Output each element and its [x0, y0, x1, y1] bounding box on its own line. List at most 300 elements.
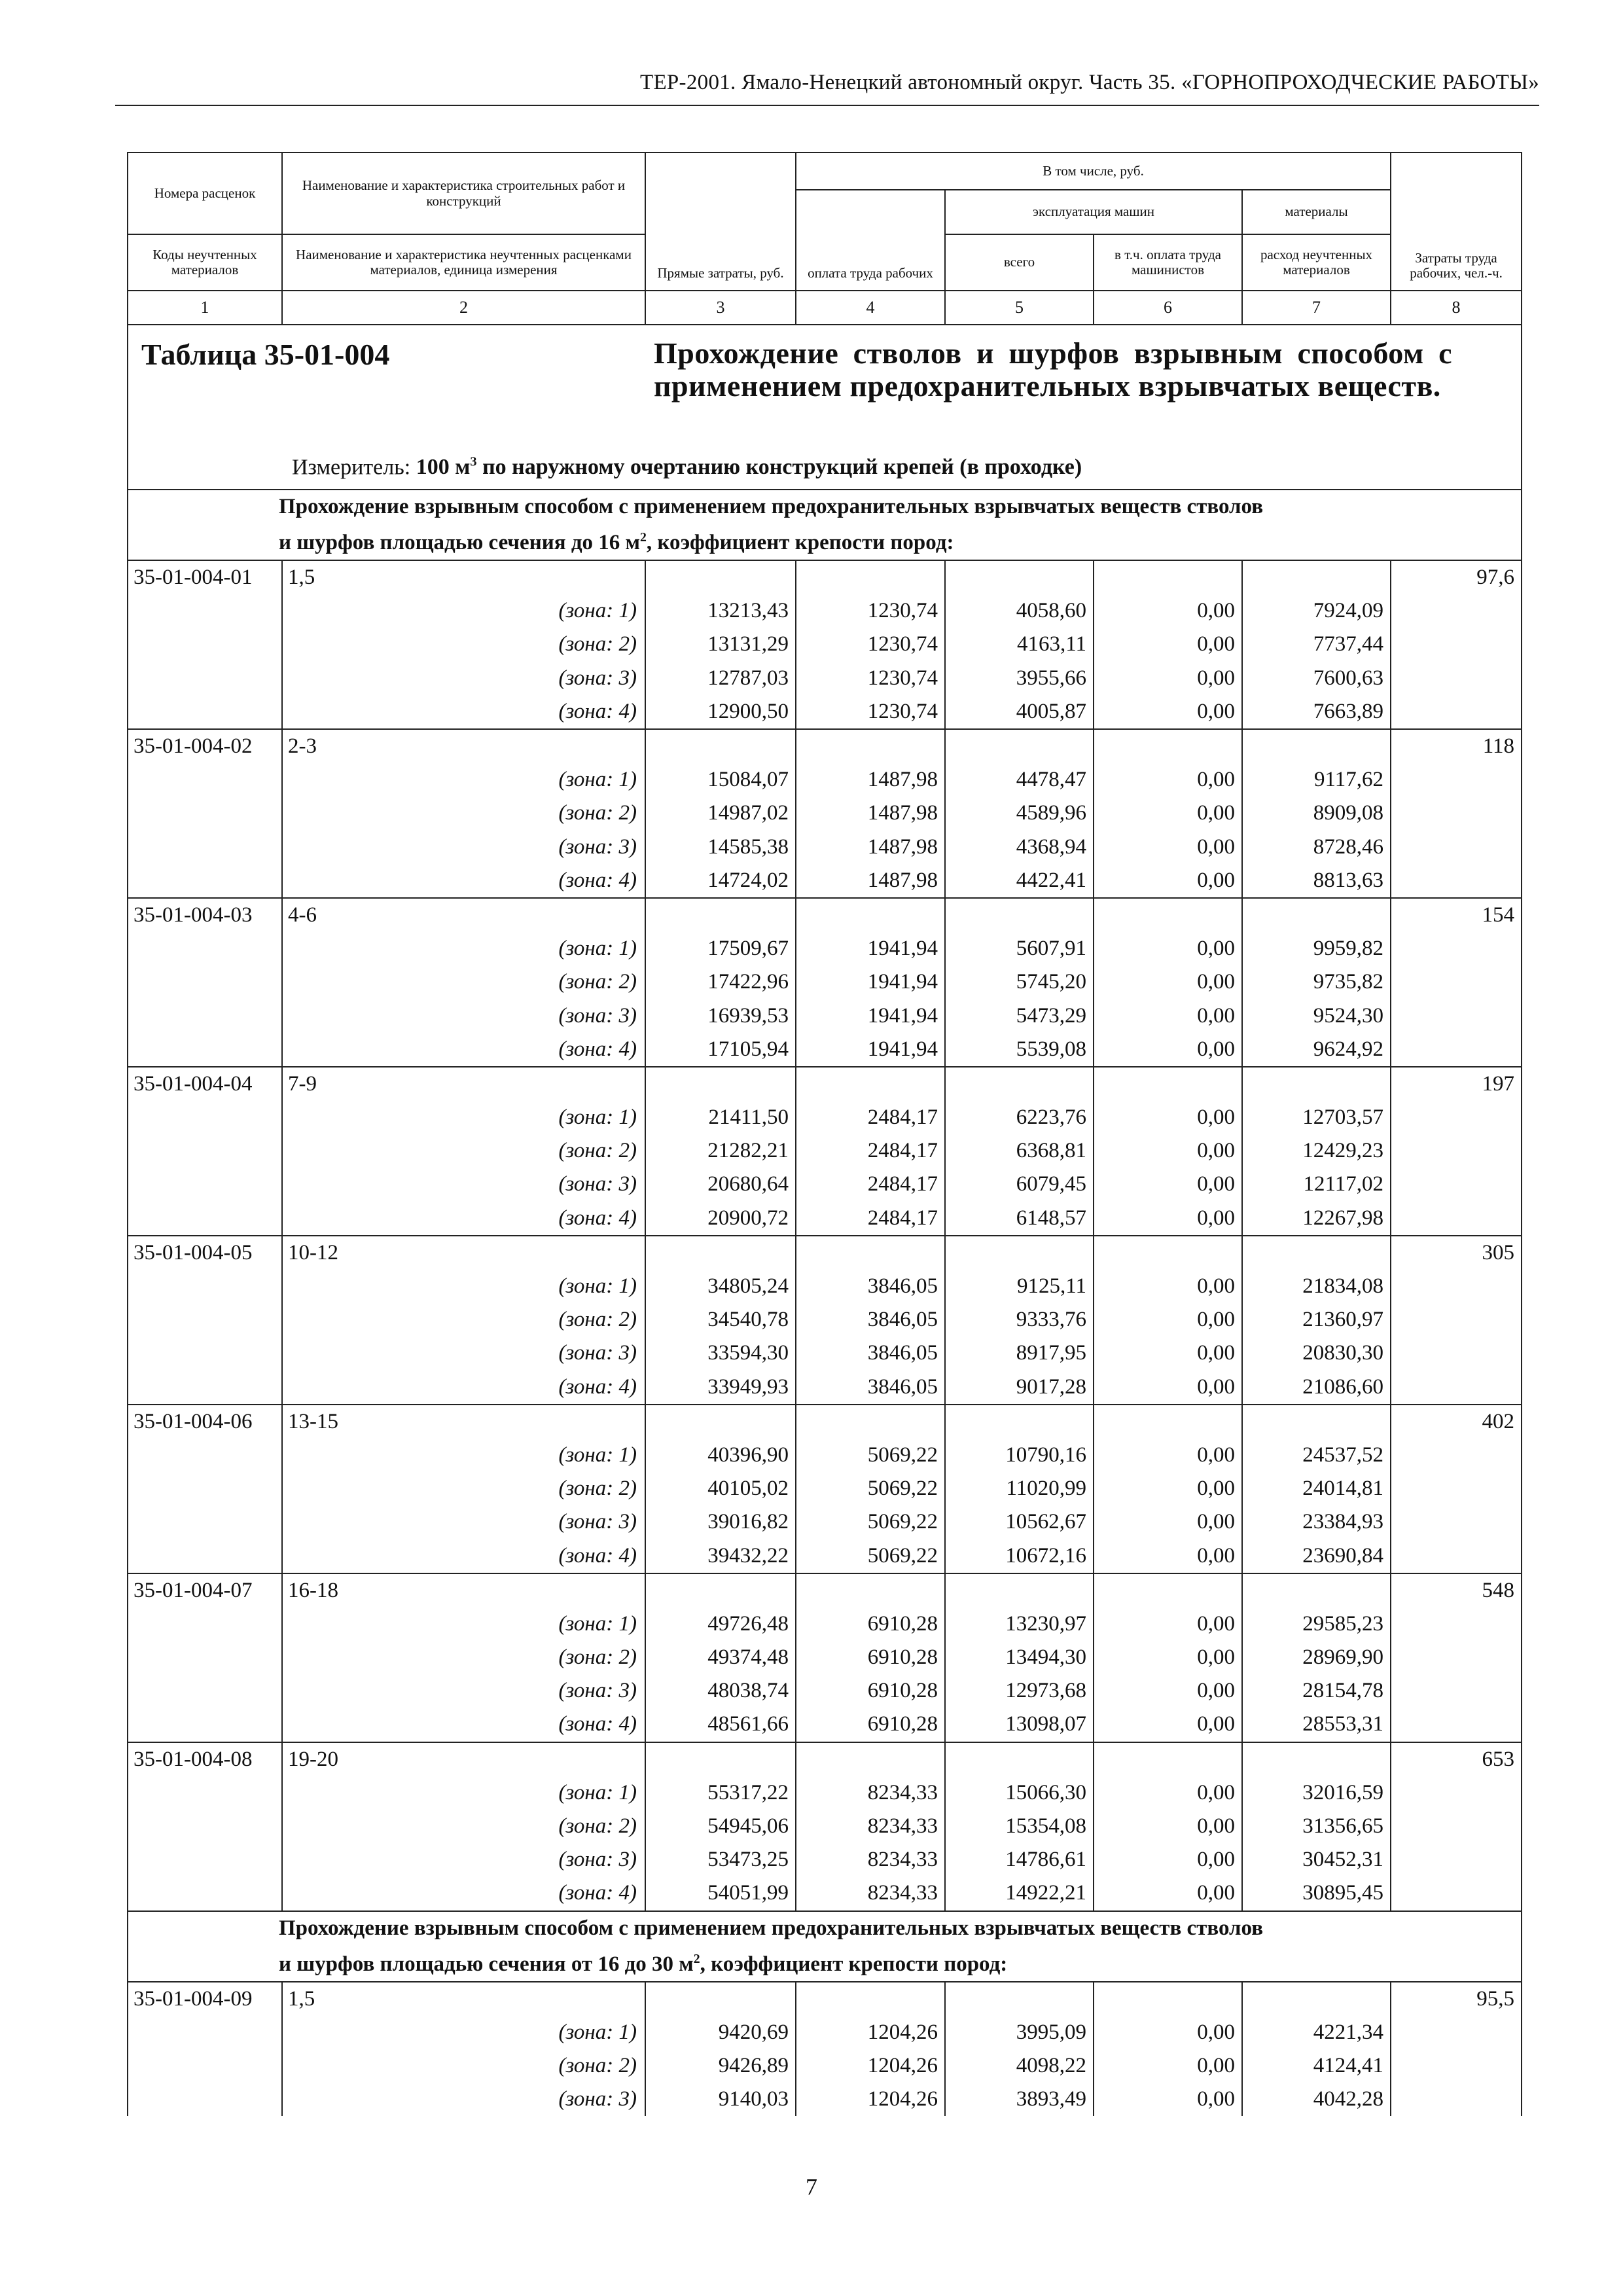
operator-wage: 0,00	[1094, 1843, 1242, 1876]
materials-cost: 32016,59	[1242, 1776, 1391, 1810]
worker-wage: 5069,22	[796, 1439, 945, 1472]
materials-cost: 20830,30	[1242, 1336, 1391, 1370]
materials-cost: 28154,78	[1242, 1674, 1391, 1708]
worker-wage: 1487,98	[796, 797, 945, 830]
empty-cell	[128, 1270, 282, 1303]
operator-wage: 0,00	[1094, 797, 1242, 830]
empty-cell	[128, 1607, 282, 1641]
machine-cost: 9017,28	[945, 1371, 1094, 1405]
zone-label: (зона: 4)	[282, 1202, 645, 1236]
zone-row	[128, 864, 1522, 898]
machine-cost: 15354,08	[945, 1810, 1094, 1843]
worker-wage: 3846,05	[796, 1303, 945, 1336]
operator-wage: 0,00	[1094, 932, 1242, 965]
zone-row	[128, 1641, 1522, 1674]
empty-cell	[1391, 1371, 1522, 1405]
empty-cell	[1391, 662, 1522, 695]
labor-cost: 402	[1391, 1405, 1522, 1439]
empty-cell	[128, 1472, 282, 1505]
worker-wage: 8234,33	[796, 1843, 945, 1876]
rate-code-row	[128, 898, 1522, 932]
operator-wage: 0,00	[1094, 864, 1242, 898]
empty-cell	[1391, 965, 1522, 999]
machine-cost: 8917,95	[945, 1336, 1094, 1370]
machine-cost: 4422,41	[945, 864, 1094, 898]
rate-code: 35-01-004-06	[128, 1405, 282, 1439]
materials-cost: 29585,23	[1242, 1607, 1391, 1641]
empty-cell	[1242, 1742, 1391, 1776]
header-col3: Прямые затраты, руб.	[645, 152, 796, 291]
machine-cost: 9333,76	[945, 1303, 1094, 1336]
operator-wage: 0,00	[1094, 1810, 1242, 1843]
table-meter	[292, 455, 1082, 480]
meter-prefix: Измеритель:	[292, 455, 416, 480]
zone-row	[128, 2049, 1522, 2083]
zone-label: (зона: 3)	[282, 1168, 645, 1201]
machine-cost: 6079,45	[945, 1168, 1094, 1201]
zone-row	[128, 1202, 1522, 1236]
direct-cost: 16939,53	[645, 999, 796, 1032]
materials-cost: 12117,02	[1242, 1168, 1391, 1201]
materials-cost: 12267,98	[1242, 1202, 1391, 1236]
zone-row	[128, 1674, 1522, 1708]
header-col2-bottom: Наименование и характеристика неучтенных расценками материалов, единица измерения	[282, 234, 645, 291]
empty-cell	[1391, 1843, 1522, 1876]
empty-cell	[1094, 1742, 1242, 1776]
zone-label: (зона: 2)	[282, 1134, 645, 1168]
machine-cost: 5539,08	[945, 1033, 1094, 1067]
rate-name: 19-20	[282, 1742, 645, 1776]
column-number: 7	[1242, 291, 1391, 325]
materials-cost: 8728,46	[1242, 831, 1391, 864]
empty-cell	[128, 1168, 282, 1201]
empty-cell	[128, 2049, 282, 2083]
worker-wage: 6910,28	[796, 1708, 945, 1742]
empty-cell	[796, 560, 945, 594]
direct-cost: 17509,67	[645, 932, 796, 965]
header-materials: материалы	[1242, 190, 1391, 234]
zone-row	[128, 1539, 1522, 1573]
empty-cell	[945, 560, 1094, 594]
rate-code: 35-01-004-07	[128, 1573, 282, 1607]
empty-cell	[128, 1641, 282, 1674]
empty-cell	[645, 729, 796, 763]
rate-code: 35-01-004-02	[128, 729, 282, 763]
worker-wage: 1941,94	[796, 1033, 945, 1067]
empty-cell	[645, 1742, 796, 1776]
empty-cell	[1094, 1982, 1242, 2016]
materials-cost: 9117,62	[1242, 763, 1391, 797]
zone-row	[128, 1336, 1522, 1370]
materials-cost: 8909,08	[1242, 797, 1391, 830]
rate-code-row	[128, 729, 1522, 763]
header-rule	[115, 105, 1539, 106]
empty-cell	[1094, 1573, 1242, 1607]
operator-wage: 0,00	[1094, 2049, 1242, 2083]
header-col2-top: Наименование и характеристика строительных работ и конструкций	[282, 152, 645, 234]
empty-cell	[1391, 1033, 1522, 1067]
materials-cost: 30895,45	[1242, 1876, 1391, 1910]
machine-cost: 9125,11	[945, 1270, 1094, 1303]
zone-row	[128, 594, 1522, 628]
meter-sup: 3	[470, 455, 477, 469]
empty-cell	[645, 1067, 796, 1101]
machine-cost: 6223,76	[945, 1101, 1094, 1134]
machine-cost: 4478,47	[945, 763, 1094, 797]
rate-code: 35-01-004-01	[128, 560, 282, 594]
empty-cell	[1391, 831, 1522, 864]
rate-code-row	[128, 1405, 1522, 1439]
materials-cost: 4221,34	[1242, 2016, 1391, 2049]
rate-code: 35-01-004-09	[128, 1982, 282, 2016]
operator-wage: 0,00	[1094, 1674, 1242, 1708]
zone-row	[128, 1810, 1522, 1843]
rates-table-frame	[127, 152, 1521, 2116]
empty-cell	[1391, 797, 1522, 830]
operator-wage: 0,00	[1094, 999, 1242, 1032]
materials-cost: 9959,82	[1242, 932, 1391, 965]
meter-value: 100 м	[416, 455, 471, 480]
direct-cost: 13213,43	[645, 594, 796, 628]
header-col7: расход неучтенных материалов	[1242, 234, 1391, 291]
materials-cost: 24014,81	[1242, 1472, 1391, 1505]
materials-cost: 23690,84	[1242, 1539, 1391, 1573]
empty-cell	[1391, 1472, 1522, 1505]
empty-cell	[1391, 1776, 1522, 1810]
zone-label: (зона: 3)	[282, 1843, 645, 1876]
empty-cell	[945, 1573, 1094, 1607]
materials-cost: 28969,90	[1242, 1641, 1391, 1674]
labor-cost: 154	[1391, 898, 1522, 932]
empty-cell	[1094, 1405, 1242, 1439]
machine-cost: 4368,94	[945, 831, 1094, 864]
machine-cost: 14786,61	[945, 1843, 1094, 1876]
zone-label: (зона: 1)	[282, 2016, 645, 2049]
section-line2-post: , коэффициент крепости пород:	[646, 531, 954, 554]
materials-cost: 12429,23	[1242, 1134, 1391, 1168]
zone-label: (зона: 1)	[282, 1776, 645, 1810]
materials-cost: 28553,31	[1242, 1708, 1391, 1742]
header-group-label: В том числе, руб.	[796, 152, 1391, 190]
machine-cost: 3893,49	[945, 2083, 1094, 2116]
empty-cell	[1094, 1236, 1242, 1270]
operator-wage: 0,00	[1094, 1336, 1242, 1370]
zone-row	[128, 999, 1522, 1032]
empty-cell	[128, 1708, 282, 1742]
empty-cell	[945, 898, 1094, 932]
operator-wage: 0,00	[1094, 1607, 1242, 1641]
zone-label: (зона: 4)	[282, 1371, 645, 1405]
zone-label: (зона: 1)	[282, 594, 645, 628]
empty-cell	[1242, 1982, 1391, 2016]
empty-cell	[796, 1067, 945, 1101]
operator-wage: 0,00	[1094, 628, 1242, 661]
direct-cost: 55317,22	[645, 1776, 796, 1810]
empty-cell	[1242, 1236, 1391, 1270]
worker-wage: 1487,98	[796, 763, 945, 797]
zone-label: (зона: 3)	[282, 1336, 645, 1370]
zone-label: (зона: 2)	[282, 1810, 645, 1843]
column-number: 2	[282, 291, 645, 325]
empty-cell	[128, 763, 282, 797]
machine-cost: 12973,68	[945, 1674, 1094, 1708]
column-number: 4	[796, 291, 945, 325]
zone-row	[128, 932, 1522, 965]
worker-wage: 3846,05	[796, 1371, 945, 1405]
zone-label: (зона: 3)	[282, 2083, 645, 2116]
zone-label: (зона: 2)	[282, 628, 645, 661]
empty-cell	[1391, 695, 1522, 729]
empty-cell	[128, 999, 282, 1032]
worker-wage: 3846,05	[796, 1336, 945, 1370]
zone-label: (зона: 4)	[282, 1539, 645, 1573]
header-col6: в т.ч. оплата труда машинистов	[1094, 234, 1242, 291]
direct-cost: 33594,30	[645, 1336, 796, 1370]
empty-cell	[128, 1674, 282, 1708]
operator-wage: 0,00	[1094, 1708, 1242, 1742]
direct-cost: 48038,74	[645, 1674, 796, 1708]
empty-cell	[1391, 1439, 1522, 1472]
rate-code-row	[128, 1982, 1522, 2016]
operator-wage: 0,00	[1094, 1033, 1242, 1067]
empty-cell	[1094, 898, 1242, 932]
rate-name: 2-3	[282, 729, 645, 763]
materials-cost: 9735,82	[1242, 965, 1391, 999]
machine-cost: 3995,09	[945, 2016, 1094, 2049]
section-line2: и шурфов площадью сечения до 16 м	[279, 531, 640, 554]
section-heading-row	[128, 1911, 1522, 1982]
direct-cost: 17105,94	[645, 1033, 796, 1067]
header-col1-top: Номера расценок	[128, 152, 282, 234]
machine-cost: 13098,07	[945, 1708, 1094, 1742]
empty-cell	[1094, 729, 1242, 763]
direct-cost: 20900,72	[645, 1202, 796, 1236]
rate-code: 35-01-004-05	[128, 1236, 282, 1270]
empty-cell	[1391, 999, 1522, 1032]
direct-cost: 14724,02	[645, 864, 796, 898]
section-heading-row	[128, 490, 1522, 560]
empty-cell	[128, 831, 282, 864]
empty-cell	[1391, 1505, 1522, 1539]
materials-cost: 21086,60	[1242, 1371, 1391, 1405]
empty-cell	[128, 1101, 282, 1134]
worker-wage: 1230,74	[796, 628, 945, 661]
direct-cost: 40105,02	[645, 1472, 796, 1505]
rate-name: 1,5	[282, 560, 645, 594]
empty-cell	[128, 1033, 282, 1067]
empty-cell	[796, 1236, 945, 1270]
materials-cost: 9624,92	[1242, 1033, 1391, 1067]
rate-code-row	[128, 1236, 1522, 1270]
column-numbers	[128, 291, 1522, 325]
operator-wage: 0,00	[1094, 965, 1242, 999]
empty-cell	[1391, 628, 1522, 661]
empty-cell	[128, 1303, 282, 1336]
empty-cell	[645, 898, 796, 932]
direct-cost: 17422,96	[645, 965, 796, 999]
column-number: 3	[645, 291, 796, 325]
machine-cost: 5745,20	[945, 965, 1094, 999]
empty-cell	[1391, 1303, 1522, 1336]
direct-cost: 54945,06	[645, 1810, 796, 1843]
direct-cost: 9420,69	[645, 2016, 796, 2049]
empty-cell	[1391, 1607, 1522, 1641]
machine-cost: 4005,87	[945, 695, 1094, 729]
rate-name: 10-12	[282, 1236, 645, 1270]
machine-cost: 13230,97	[945, 1607, 1094, 1641]
meter-rest: по наружному очертанию конструкций крепей (в проходке)	[476, 455, 1082, 480]
labor-cost: 118	[1391, 729, 1522, 763]
empty-cell	[645, 1405, 796, 1439]
empty-cell	[1094, 1067, 1242, 1101]
labor-cost: 197	[1391, 1067, 1522, 1101]
section-line2: и шурфов площадью сечения от 16 до 30 м	[279, 1952, 694, 1976]
zone-row	[128, 2083, 1522, 2116]
rate-code-row	[128, 1573, 1522, 1607]
zone-label: (зона: 4)	[282, 695, 645, 729]
zone-label: (зона: 2)	[282, 965, 645, 999]
worker-wage: 8234,33	[796, 1776, 945, 1810]
section-heading	[128, 490, 1522, 560]
zone-row	[128, 1101, 1522, 1134]
worker-wage: 2484,17	[796, 1202, 945, 1236]
empty-cell	[796, 1742, 945, 1776]
rate-code-row	[128, 560, 1522, 594]
machine-cost: 4058,60	[945, 594, 1094, 628]
empty-cell	[1391, 1134, 1522, 1168]
zone-label: (зона: 3)	[282, 999, 645, 1032]
operator-wage: 0,00	[1094, 1168, 1242, 1201]
worker-wage: 5069,22	[796, 1505, 945, 1539]
table-label: Таблица 35-01-004	[141, 338, 390, 371]
empty-cell	[645, 1573, 796, 1607]
machine-cost: 4163,11	[945, 628, 1094, 661]
empty-cell	[645, 1982, 796, 2016]
empty-cell	[1391, 1876, 1522, 1910]
section-line1: Прохождение взрывным способом с применением предохранительных взрывчатых веществ стволов	[279, 495, 1264, 518]
zone-label: (зона: 1)	[282, 1439, 645, 1472]
worker-wage: 2484,17	[796, 1101, 945, 1134]
empty-cell	[645, 560, 796, 594]
empty-cell	[128, 1776, 282, 1810]
column-number: 5	[945, 291, 1094, 325]
empty-cell	[796, 1573, 945, 1607]
worker-wage: 1487,98	[796, 864, 945, 898]
empty-cell	[128, 594, 282, 628]
direct-cost: 13131,29	[645, 628, 796, 661]
direct-cost: 49374,48	[645, 1641, 796, 1674]
rate-code: 35-01-004-04	[128, 1067, 282, 1101]
empty-cell	[945, 1067, 1094, 1101]
materials-cost: 7737,44	[1242, 628, 1391, 661]
empty-cell	[796, 898, 945, 932]
zone-label: (зона: 2)	[282, 797, 645, 830]
machine-cost: 10562,67	[945, 1505, 1094, 1539]
operator-wage: 0,00	[1094, 831, 1242, 864]
zone-row	[128, 1134, 1522, 1168]
zone-row	[128, 1472, 1522, 1505]
materials-cost: 8813,63	[1242, 864, 1391, 898]
direct-cost: 34805,24	[645, 1270, 796, 1303]
machine-cost: 4589,96	[945, 797, 1094, 830]
column-number: 8	[1391, 291, 1522, 325]
worker-wage: 2484,17	[796, 1134, 945, 1168]
running-header: ТЕР-2001. Ямало-Ненецкий автономный округ. Часть 35. «ГОРНОПРОХОДЧЕСКИЕ РАБОТЫ»	[639, 71, 1539, 94]
zone-row	[128, 1168, 1522, 1201]
zone-row	[128, 1708, 1522, 1742]
machine-cost: 6368,81	[945, 1134, 1094, 1168]
rate-name: 13-15	[282, 1405, 645, 1439]
operator-wage: 0,00	[1094, 1270, 1242, 1303]
materials-cost: 7663,89	[1242, 695, 1391, 729]
worker-wage: 8234,33	[796, 1810, 945, 1843]
zone-row	[128, 1371, 1522, 1405]
operator-wage: 0,00	[1094, 2016, 1242, 2049]
materials-cost: 30452,31	[1242, 1843, 1391, 1876]
worker-wage: 1230,74	[796, 594, 945, 628]
materials-cost: 4042,28	[1242, 2083, 1391, 2116]
worker-wage: 6910,28	[796, 1607, 945, 1641]
machine-cost: 10672,16	[945, 1539, 1094, 1573]
direct-cost: 15084,07	[645, 763, 796, 797]
operator-wage: 0,00	[1094, 1303, 1242, 1336]
worker-wage: 1204,26	[796, 2016, 945, 2049]
direct-cost: 39016,82	[645, 1505, 796, 1539]
empty-cell	[1242, 1067, 1391, 1101]
worker-wage: 1204,26	[796, 2049, 945, 2083]
empty-cell	[128, 1843, 282, 1876]
column-number: 1	[128, 291, 282, 325]
empty-cell	[1391, 1708, 1522, 1742]
empty-cell	[1242, 1573, 1391, 1607]
zone-row	[128, 965, 1522, 999]
machine-cost: 11020,99	[945, 1472, 1094, 1505]
empty-cell	[1094, 560, 1242, 594]
zone-label: (зона: 4)	[282, 1708, 645, 1742]
materials-cost: 21360,97	[1242, 1303, 1391, 1336]
empty-cell	[1391, 1336, 1522, 1370]
header-col4: оплата труда рабочих	[796, 190, 945, 291]
direct-cost: 34540,78	[645, 1303, 796, 1336]
worker-wage: 1204,26	[796, 2083, 945, 2116]
labor-cost: 305	[1391, 1236, 1522, 1270]
machine-cost: 10790,16	[945, 1439, 1094, 1472]
empty-cell	[1391, 1202, 1522, 1236]
zone-label: (зона: 2)	[282, 1303, 645, 1336]
empty-cell	[1391, 864, 1522, 898]
worker-wage: 1230,74	[796, 695, 945, 729]
operator-wage: 0,00	[1094, 1472, 1242, 1505]
direct-cost: 14585,38	[645, 831, 796, 864]
empty-cell	[1391, 1810, 1522, 1843]
empty-cell	[796, 1982, 945, 2016]
zone-row	[128, 1270, 1522, 1303]
rate-code: 35-01-004-08	[128, 1742, 282, 1776]
column-number: 6	[1094, 291, 1242, 325]
empty-cell	[945, 1742, 1094, 1776]
empty-cell	[945, 1982, 1094, 2016]
direct-cost: 54051,99	[645, 1876, 796, 1910]
rate-code-row	[128, 1067, 1522, 1101]
section-line2-sup: 2	[640, 530, 647, 545]
empty-cell	[128, 1134, 282, 1168]
page-number: 7	[806, 2174, 817, 2200]
empty-cell	[128, 628, 282, 661]
zone-row	[128, 1303, 1522, 1336]
rate-code: 35-01-004-03	[128, 898, 282, 932]
labor-cost: 97,6	[1391, 560, 1522, 594]
machine-cost: 6148,57	[945, 1202, 1094, 1236]
